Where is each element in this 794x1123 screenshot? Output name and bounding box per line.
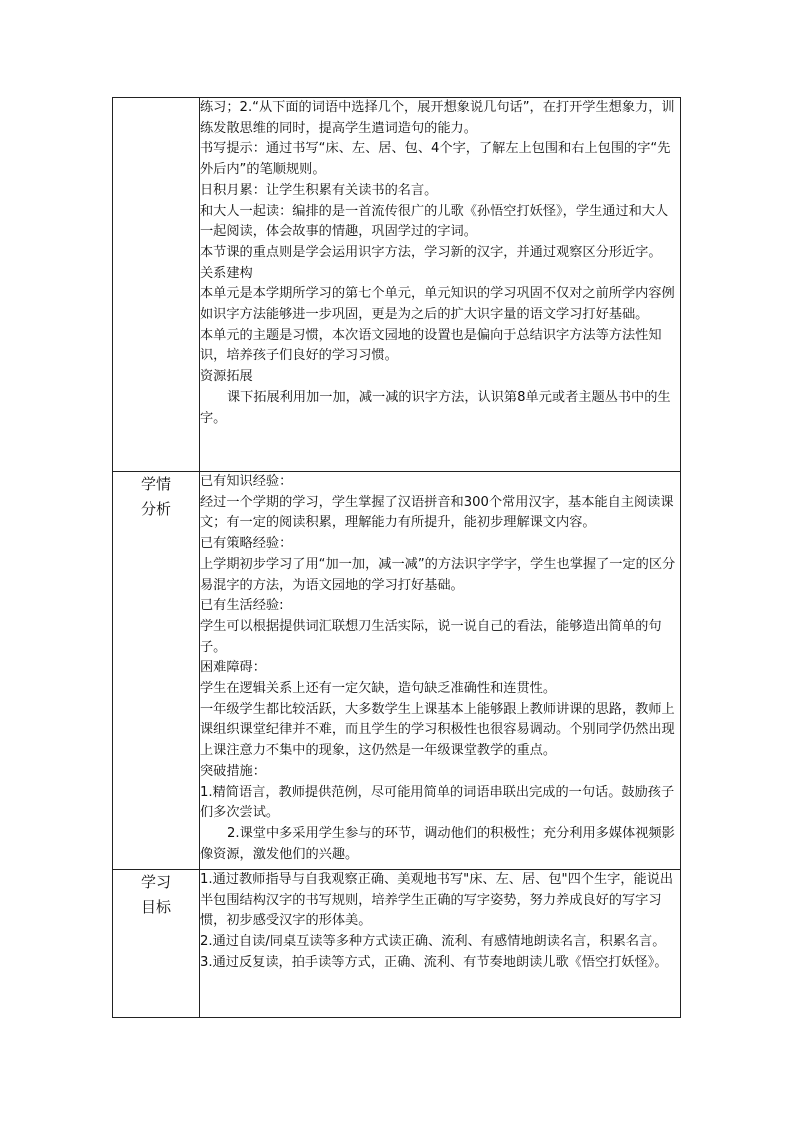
paragraph: 本单元是本学期所学习的第七个单元，单元知识的学习巩固不仅对之前所学内容例如识字方法能够进一步巩固，更是为之后的扩大识字量的语文学习打好基础。 (200, 286, 675, 323)
row-content-cell (200, 98, 681, 472)
row-label-cell (113, 870, 200, 1018)
paragraph: 本节课的重点则是学会运用识字方法，学习新的汉字，并通过观察区分形近字。 (200, 244, 662, 260)
paragraph: 一年级学生都比较活跃，大多数学生上课基本上能够跟上教师讲课的思路，教师上课组织课堂纪律并不难，而且学生的学习积极性也很容易调动。个别同学仍然出现上课注意力不集中的现象，这仍然是一年级课堂教学的重点。 (200, 701, 675, 759)
paragraph: 1.精简语言，教师提供范例，尽可能用简单的词语串联出完成的一句话。鼓励孩子们多次尝试。 (200, 784, 675, 821)
paragraph: 课下拓展利用加一加，减一减的识字方法，认识第8单元或者主题丛书中的生字。 (200, 389, 671, 426)
row-label-cell (113, 98, 200, 472)
paragraph: 上学期初步学习了用“加一加，减一减”的方法识字学字，学生也掌握了一定的区分易混字的方法，为语文园地的学习打好基础。 (200, 556, 676, 593)
section-heading: 突破措施： (200, 763, 266, 779)
table-row (113, 870, 681, 1018)
section-heading: 已有策略经验： (200, 536, 293, 552)
paragraph: 学生可以根据提供词汇联想刀生活实际，说一说自己的看法，能够造出简单的句子。 (200, 618, 662, 655)
lesson-plan-table (112, 97, 681, 1018)
paragraph: 日积月累：让学生积累有关读书的名言。 (200, 182, 438, 198)
paragraph: 和大人一起读：编排的是一首流传很广的儿歌《孙悟空打妖怪》，学生通过和大人一起阅读，体会故事的情趣，巩固学过的字词。 (200, 203, 669, 240)
row-label: 学情分析 (140, 475, 171, 518)
paragraph: 2.课堂中多采用学生参与的环节，调动他们的积极性；充分利用多媒体视频影像资源，激发他们的兴趣。 (200, 825, 675, 862)
table-row (113, 472, 681, 870)
row-label: 学习目标 (140, 873, 171, 916)
paragraph: 学生在逻辑关系上还有一定欠缺，造句缺乏准确性和连贯性。 (200, 681, 557, 697)
paragraph: 练习；2.“从下面的词语中选择几个，展开想象说几句话”，在打开学生想象力，训练发散思维的同时，提高学生遣词造句的能力。 (200, 100, 675, 136)
paragraph: 1.通过教师指导与自我观察正确、美观地书写"床、左、居、包"四个生字，能说出半包围结构汉字的书写规则，培养学生正确的写字姿势，努力养成良好的写字习惯，初步感受汉字的形体美。 (200, 872, 674, 929)
section-heading: 困难障碍： (200, 660, 266, 676)
table-row (113, 98, 681, 472)
row-label-cell (113, 472, 200, 870)
paragraph: 经过一个学期的学习，学生掌握了汉语拼音和300个常用汉字，基本能自主阅读课文；有一定的阅读积累，理解能力有所提升，能初步理解课文内容。 (200, 494, 674, 531)
section-heading: 关系建构 (200, 265, 253, 281)
section-heading: 资源拓展 (200, 369, 253, 385)
row-content-cell (200, 472, 681, 870)
paragraph: 书写提示：通过书写“床、左、居、包、4个字，了解左上包围和右上包围的字“先外后内”的笔顺规则。 (200, 141, 671, 178)
paragraph: 2.通过自读/同桌互读等多种方式读正确、流利、有感情地朗读名言，积累名言。 (200, 934, 666, 950)
section-heading: 已有生活经验: (200, 598, 284, 614)
section-heading: 已有知识经验： (200, 474, 293, 489)
paragraph: 3.通过反复读，拍手读等方式，正确、流利、有节奏地朗读儿歌《悟空打妖怪》。 (200, 954, 668, 970)
row-content-cell (200, 870, 681, 1018)
paragraph: 本单元的主题是习惯，本次语文园地的设置也是偏向于总结识字方法等方法性知识，培养孩子们良好的学习习惯。 (200, 327, 662, 364)
